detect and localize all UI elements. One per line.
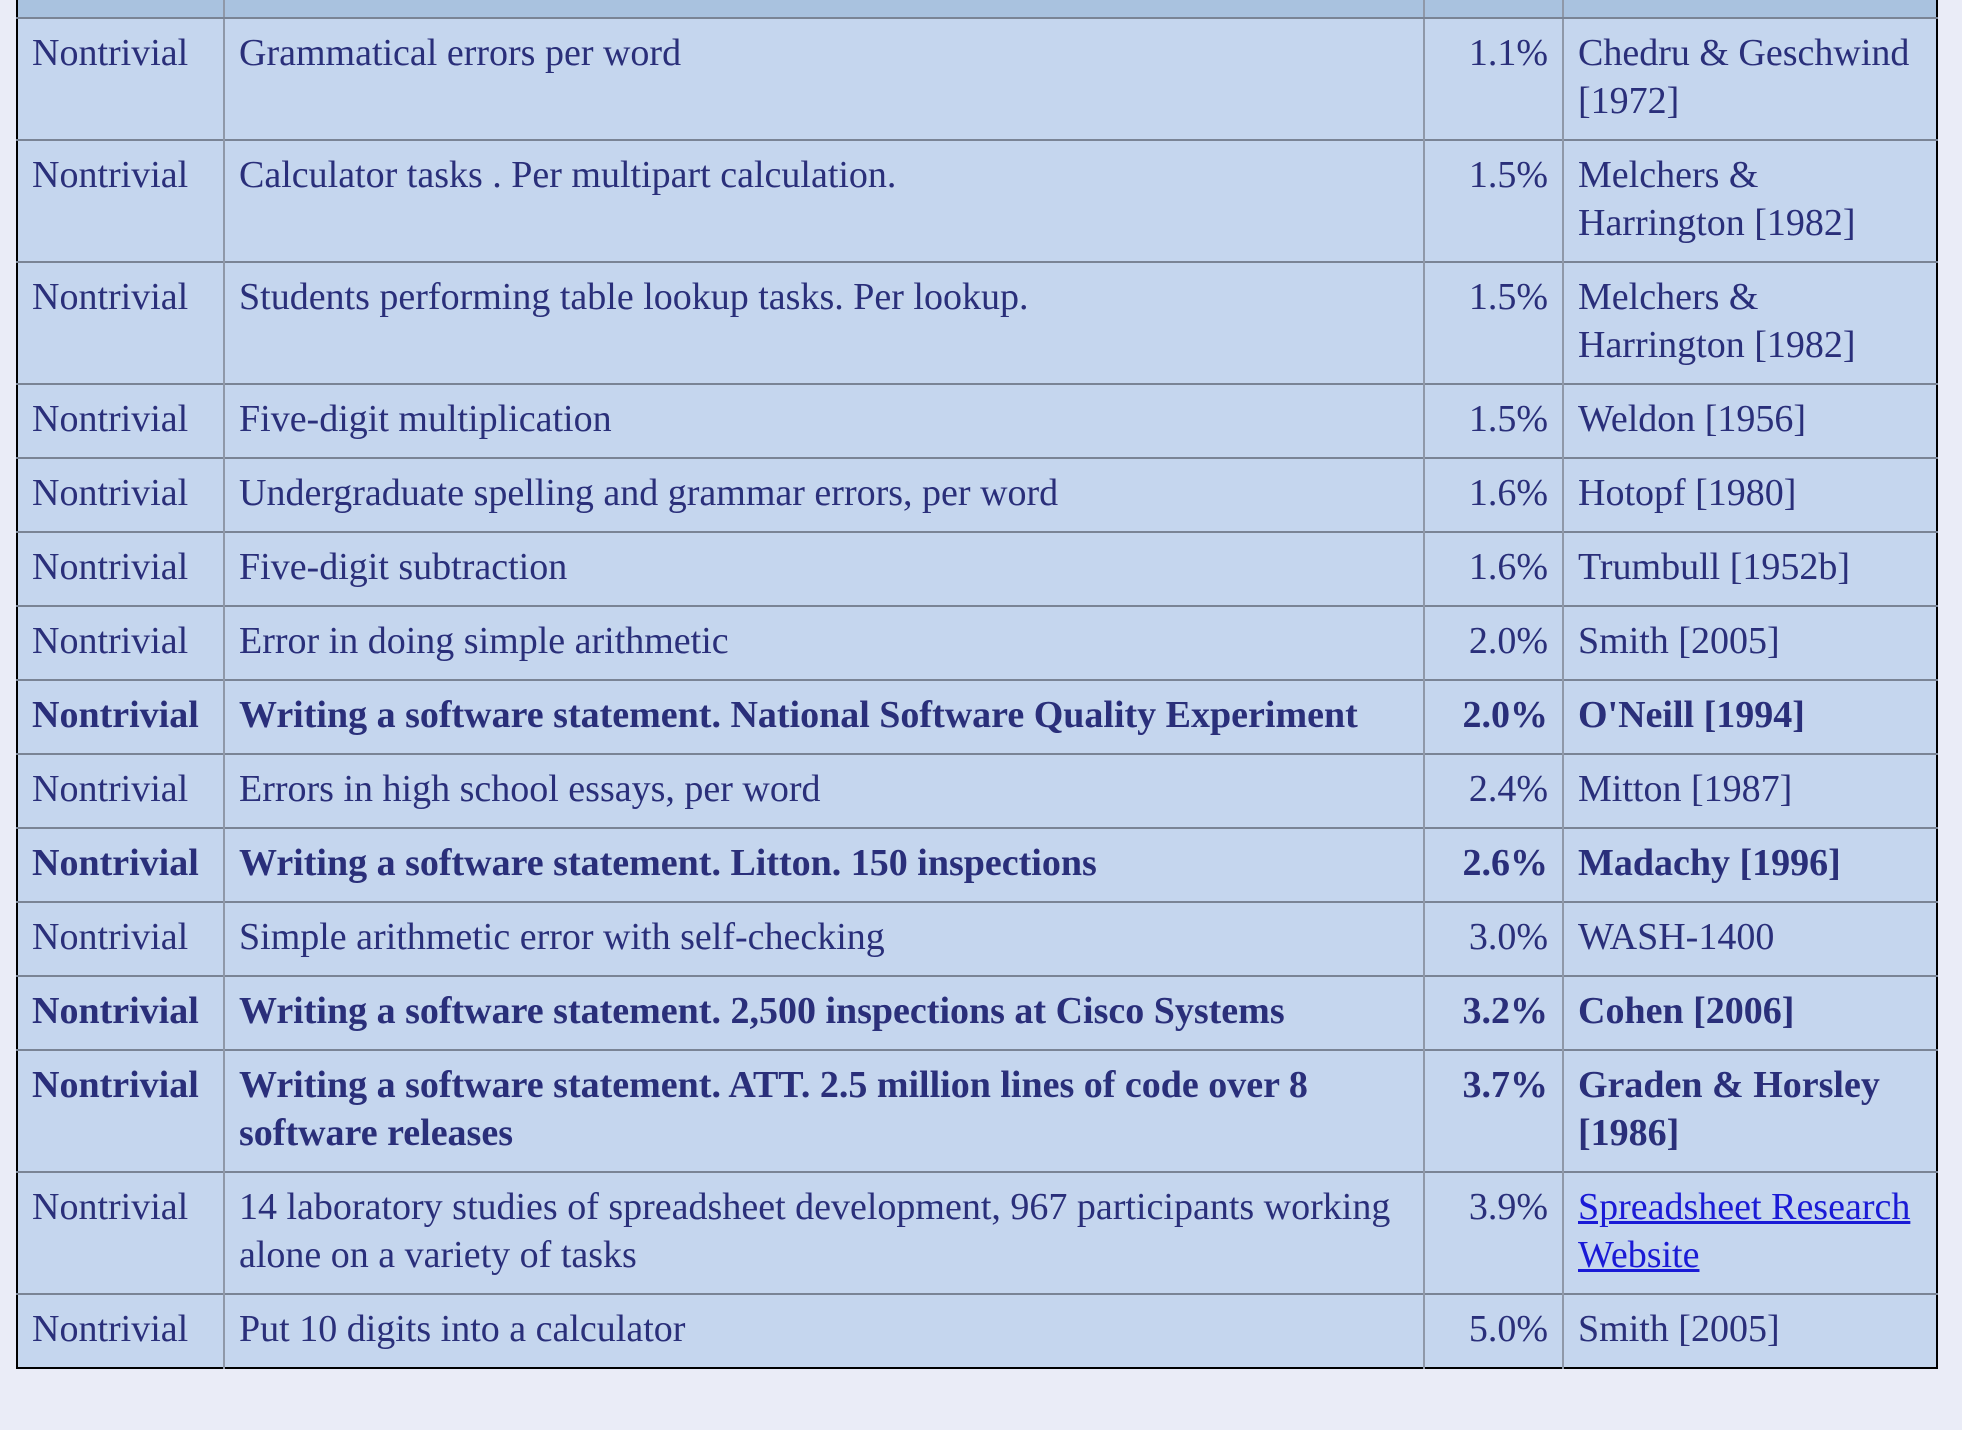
error-rate-table-container <box>16 0 1936 1369</box>
description-cell: Put 10 digits into a calculator <box>224 1294 1424 1368</box>
source-cell <box>1563 1172 1937 1294</box>
header-cell-rate <box>1424 0 1563 18</box>
source-cell: WASH-1400 <box>1563 902 1937 976</box>
description-cell: Calculator tasks . Per multipart calculation. <box>224 140 1424 262</box>
header-cell-description <box>224 0 1424 18</box>
description-cell: Simple arithmetic error with self-checking <box>224 902 1424 976</box>
error-rate-cell: 2.0% <box>1424 606 1563 680</box>
error-rate-cell: 1.5% <box>1424 140 1563 262</box>
table-row <box>17 458 1937 532</box>
table-header <box>17 0 1937 18</box>
table-body <box>17 18 1937 1368</box>
error-rate-cell: 3.7% <box>1424 1050 1563 1172</box>
description-cell: Writing a software statement. 2,500 inspections at Cisco Systems <box>224 976 1424 1050</box>
source-cell: Smith [2005] <box>1563 606 1937 680</box>
source-cell: Graden & Horsley [1986] <box>1563 1050 1937 1172</box>
table-row <box>17 606 1937 680</box>
description-cell: Five-digit subtraction <box>224 532 1424 606</box>
table-row <box>17 976 1937 1050</box>
description-cell: Grammatical errors per word <box>224 18 1424 140</box>
error-rate-cell: 2.6% <box>1424 828 1563 902</box>
table-row <box>17 680 1937 754</box>
error-rate-cell: 5.0% <box>1424 1294 1563 1368</box>
error-rate-cell: 2.4% <box>1424 754 1563 828</box>
task-cell: Nontrivial <box>17 976 224 1050</box>
table-row <box>17 140 1937 262</box>
description-cell: Undergraduate spelling and grammar errors, per word <box>224 458 1424 532</box>
description-cell: Errors in high school essays, per word <box>224 754 1424 828</box>
header-cell-task <box>17 0 224 18</box>
description-cell: Writing a software statement. ATT. 2.5 million lines of code over 8 software releases <box>224 1050 1424 1172</box>
task-cell: Nontrivial <box>17 1172 224 1294</box>
source-cell: Smith [2005] <box>1563 1294 1937 1368</box>
task-cell: Nontrivial <box>17 384 224 458</box>
error-rate-cell: 1.6% <box>1424 532 1563 606</box>
description-cell: Students performing table lookup tasks. Per lookup. <box>224 262 1424 384</box>
error-rate-cell: 3.0% <box>1424 902 1563 976</box>
table-row <box>17 532 1937 606</box>
table-row <box>17 262 1937 384</box>
header-row <box>17 0 1937 18</box>
description-cell: Writing a software statement. Litton. 150 inspections <box>224 828 1424 902</box>
task-cell: Nontrivial <box>17 18 224 140</box>
task-cell: Nontrivial <box>17 1050 224 1172</box>
table-row <box>17 1050 1937 1172</box>
table-row <box>17 384 1937 458</box>
description-cell: Writing a software statement. National Software Quality Experiment <box>224 680 1424 754</box>
error-rate-cell: 1.5% <box>1424 384 1563 458</box>
error-rate-cell: 2.0% <box>1424 680 1563 754</box>
task-cell: Nontrivial <box>17 606 224 680</box>
task-cell: Nontrivial <box>17 532 224 606</box>
description-cell: 14 laboratory studies of spreadsheet development, 967 participants working alone on a variety of tasks <box>224 1172 1424 1294</box>
table-row <box>17 18 1937 140</box>
source-cell: Cohen [2006] <box>1563 976 1937 1050</box>
task-cell: Nontrivial <box>17 902 224 976</box>
error-rate-cell: 1.1% <box>1424 18 1563 140</box>
description-cell: Five-digit multiplication <box>224 384 1424 458</box>
error-rate-cell: 3.9% <box>1424 1172 1563 1294</box>
source-cell: O'Neill [1994] <box>1563 680 1937 754</box>
source-cell: Melchers & Harrington [1982] <box>1563 140 1937 262</box>
error-rate-cell: 3.2% <box>1424 976 1563 1050</box>
table-row <box>17 754 1937 828</box>
task-cell: Nontrivial <box>17 828 224 902</box>
source-cell: Chedru & Geschwind [1972] <box>1563 18 1937 140</box>
source-cell: Melchers & Harrington [1982] <box>1563 262 1937 384</box>
header-cell-source <box>1563 0 1937 18</box>
table-row <box>17 1294 1937 1368</box>
task-cell: Nontrivial <box>17 458 224 532</box>
error-rate-cell: 1.5% <box>1424 262 1563 384</box>
table-row <box>17 1172 1937 1294</box>
task-cell: Nontrivial <box>17 140 224 262</box>
task-cell: Nontrivial <box>17 1294 224 1368</box>
task-cell: Nontrivial <box>17 680 224 754</box>
task-cell: Nontrivial <box>17 262 224 384</box>
source-cell: Madachy [1996] <box>1563 828 1937 902</box>
source-cell: Weldon [1956] <box>1563 384 1937 458</box>
source-cell: Hotopf [1980] <box>1563 458 1937 532</box>
source-cell: Mitton [1987] <box>1563 754 1937 828</box>
task-cell: Nontrivial <box>17 754 224 828</box>
error-rate-cell: 1.6% <box>1424 458 1563 532</box>
source-cell: Trumbull [1952b] <box>1563 532 1937 606</box>
description-cell: Error in doing simple arithmetic <box>224 606 1424 680</box>
error-rate-table <box>16 0 1938 1369</box>
source-link[interactable]: Spreadsheet Research Website <box>1578 1186 1911 1276</box>
table-row <box>17 902 1937 976</box>
table-row <box>17 828 1937 902</box>
